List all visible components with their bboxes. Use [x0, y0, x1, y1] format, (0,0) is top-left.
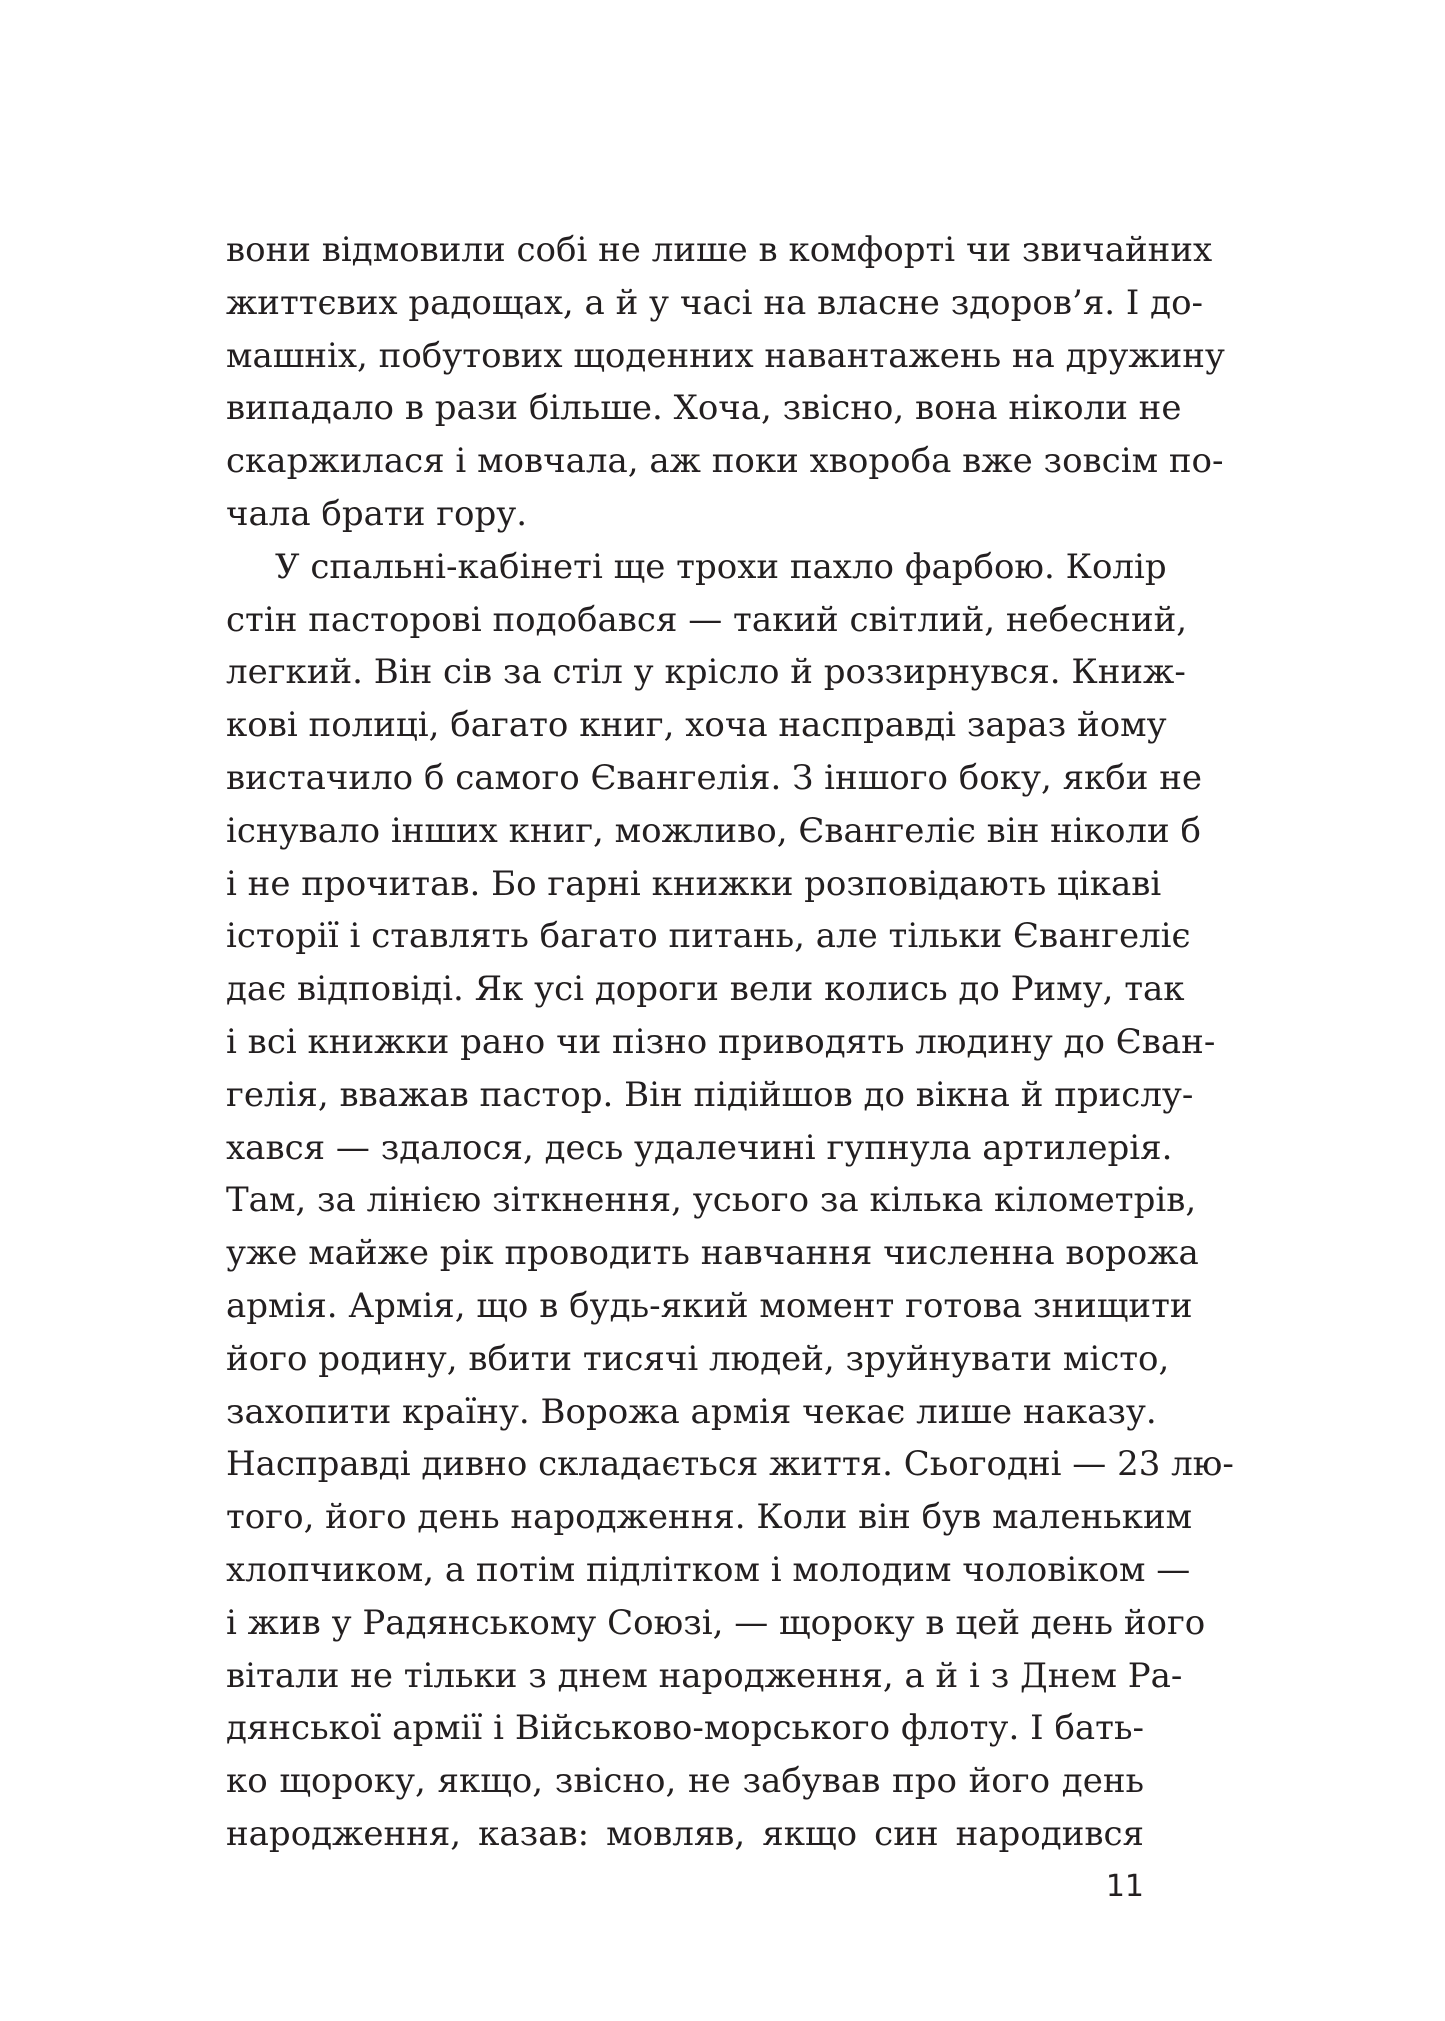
text-line: його родину, вбити тисячі людей, зруйнувати місто,	[226, 1338, 1170, 1379]
page-number: 11	[1105, 1869, 1144, 1904]
text-line: існувало інших книг, можливо, Євангеліє він ніколи б	[226, 810, 1201, 851]
text-line: і не прочитав. Бо гарні книжки розповідають цікаві	[226, 863, 1162, 904]
text-line: машніх, побутових щоденних навантажень на дружину	[226, 335, 1225, 376]
text-line: вітали не тільки з днем народження, а й і з Днем Ра-	[226, 1655, 1183, 1696]
text-line: Насправді дивно складається життя. Сьогодні — 23 лю-	[226, 1444, 1234, 1485]
text-line: захопити країну. Ворожа армія чекає лише наказу.	[226, 1391, 1157, 1432]
text-line: кові полиці, багато книг, хоча насправді зараз йому	[226, 705, 1167, 746]
text-line: хався — здалося, десь удалечині гупнула артилерія.	[226, 1127, 1173, 1168]
text-line: легкий. Він сів за стіл у крісло й роззирнувся. Книж-	[226, 652, 1186, 693]
text-line: випадало в рази більше. Хоча, звісно, вона ніколи не	[226, 388, 1182, 429]
text-line: скаржилася і мовчала, аж поки хвороба вже зовсім по-	[226, 441, 1224, 482]
text-line: Там, за лінією зіткнення, усього за кілька кілометрів,	[226, 1180, 1197, 1221]
text-line: життєвих радощах, а й у часі на власне здоров’я. І до-	[226, 282, 1204, 323]
text-line: дянської армії і Військово-морського флоту. І бать-	[226, 1708, 1144, 1749]
text-line: того, його день народження. Коли він був маленьким	[226, 1497, 1193, 1538]
text-line: дає відповіді. Як усі дороги вели колись до Риму, так	[226, 969, 1185, 1010]
text-line: ко щороку, якщо, звісно, не забував про його день	[226, 1761, 1144, 1802]
text-line: стін пасторові подобався — такий світлий, небесний,	[226, 599, 1188, 640]
text-line: вистачило б самого Євангелія. З іншого боку, якби не	[226, 757, 1203, 798]
text-line: вони відмовили собі не лише в комфорті чи звичайних	[226, 230, 1213, 270]
paragraph-first-line: У спальні-кабінеті ще трохи пахло фарбою. Колір	[275, 546, 1167, 587]
text-line: чала брати гору.	[226, 493, 528, 534]
text-line: і жив у Радянському Союзі, — щороку в цей день його	[226, 1602, 1206, 1643]
text-line: хлопчиком, а потім підлітком і молодим чоловіком —	[226, 1549, 1191, 1590]
text-line: народження, казав: мовляв, якщо син народився	[226, 1813, 1144, 1854]
text-line: і всі книжки рано чи пізно приводять людину до Єван-	[226, 1021, 1216, 1062]
text-line: історії і ставлять багато питань, але тільки Євангеліє	[226, 916, 1191, 957]
text-line: армія. Армія, що в будь-який момент готова знищити	[226, 1285, 1193, 1326]
text-line: гелія, вважав пастор. Він підійшов до вікна й прислу-	[226, 1074, 1194, 1115]
text-line: уже майже рік проводить навчання численна ворожа	[226, 1233, 1199, 1274]
body-text	[226, 224, 1234, 1861]
